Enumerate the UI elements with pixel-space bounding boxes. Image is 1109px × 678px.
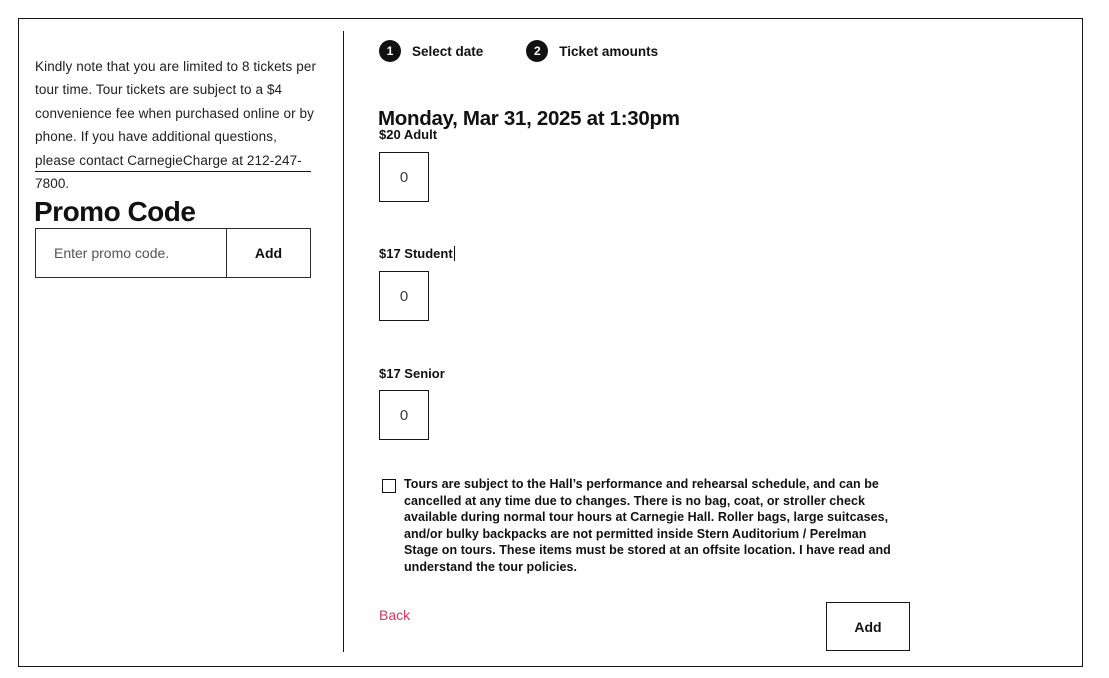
back-link[interactable]: Back bbox=[379, 607, 411, 623]
step-select-date bbox=[379, 40, 483, 62]
policy-text: Tours are subject to the Hall’s performance and rehearsal schedule, and can be cancelled at any time due to changes. There is no bag, coat, or stroller check available during normal tour hours at Carnegie Hall. Roller bags, large suitcases, and/or bulky backpacks are not permitted inside Stern Auditorium / Perelman Stage on tours. These items must be stored at an offsite location. I have read and understand the tour policies. bbox=[404, 477, 891, 574]
wizard-steps bbox=[379, 40, 658, 62]
senior-ticket-label bbox=[379, 366, 445, 381]
student-quantity-input[interactable] bbox=[379, 271, 429, 321]
text-cursor bbox=[454, 246, 455, 261]
promo-code-heading: Promo Code bbox=[34, 195, 196, 227]
adult-quantity-input[interactable] bbox=[379, 152, 429, 202]
step-1-circle: 1 bbox=[379, 40, 401, 62]
student-ticket-label bbox=[379, 246, 455, 261]
step-1-label: Select date bbox=[412, 43, 484, 59]
senior-quantity-input[interactable] bbox=[379, 390, 429, 440]
selected-datetime-heading: Monday, Mar 31, 2025 at 1:30pm bbox=[378, 107, 680, 130]
step-2-circle: 2 bbox=[526, 40, 548, 62]
step-2-label: Ticket amounts bbox=[559, 43, 659, 59]
step-ticket-amounts bbox=[526, 40, 658, 62]
ticket-dialog bbox=[18, 18, 1083, 667]
column-divider bbox=[343, 31, 344, 652]
promo-add-button[interactable]: Add bbox=[226, 229, 310, 277]
adult-ticket-label-text: $20 Adult bbox=[379, 127, 438, 142]
policy-checkbox[interactable] bbox=[382, 479, 396, 493]
adult-ticket-label bbox=[379, 127, 437, 142]
promo-code-input[interactable] bbox=[36, 229, 226, 277]
student-ticket-label-text: $17 Student bbox=[379, 246, 453, 261]
add-tickets-button[interactable]: Add bbox=[826, 602, 910, 651]
sidebar-divider bbox=[35, 171, 311, 172]
promo-code-box bbox=[35, 228, 311, 278]
senior-ticket-label-text: $17 Senior bbox=[379, 366, 445, 381]
tour-policy-row bbox=[382, 476, 898, 576]
tour-info-note: Kindly note that you are limited to 8 tickets per tour time. Tour tickets are subject to a $4 convenience fee when purchased online or by phone. If you have additional questions, please contact CarnegieCharge at 212-247-7800. bbox=[35, 58, 317, 191]
ticket-amounts-panel bbox=[378, 19, 912, 666]
